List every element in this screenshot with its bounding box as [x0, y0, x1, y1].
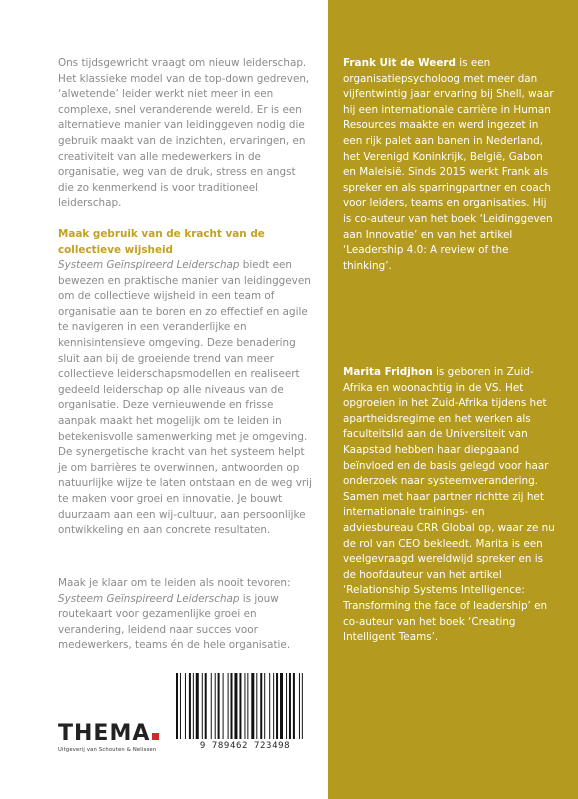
body-text: biedt een bewezen en praktische manier van leidinggeven om de collectieve wijsheid in een team of organisatie aan te boren en zo effectief en agile te navigeren in een veranderlijke en kennisintensieve omgeving. Deze benadering sluit aan bij de groeiende trend van meer collectieve leiderschapsmodellen en realiseert gedeeld leiderschap op alle niveaus van de organisatie. Deze vernieuwende en frisse aanpak maakt het mogelijk om te leiden in betekenisvolle samenwerking met je omgeving. De synergetische kracht van het systeem helpt je om barrières te overwinnen, antwoorden op natuurlijke wijze te laten ontstaan en de weg vrij te maken voor groei en innovatie. Je bouwt duurzaam aan een wij-cultuur, aan persoonlijke ontwikkeling en aan concrete resultaten. — [58, 259, 312, 537]
publisher-logo-wordmark: THEMA — [58, 721, 151, 746]
logo-dot-icon — [152, 733, 159, 740]
author1-text: is een organisatiepsycholoog met meer dan vijfentwintig jaar ervaring bij Shell, waar hij een internationale carrière in Human Resources maakte en werd ingezet in een rijk palet aan banen in Nederland, het Verenigd Koninkrijk, België, Gabon en Maleisië. Sinds 2015 werkt Frank als spreker en als sparringpartner en coach voor leiders, teams en organisaties. Hij is co-auteur van het boek ‘Leidinggeven aan Innovatie’ en van het artikel ‘Leadership 4.0: A review of the thinking’. — [343, 57, 554, 272]
author2-text: is geboren in Zuid-Afrika en woonachtig in de VS. Het opgroeien in het Zuid-Afrika tijdens het apartheidsregime en het werken als faculteitslid aan de Universiteit van Kaapstad hebben haar diepgaand beïnvloed en de basis gelegd voor haar onderzoek naar systeemverandering. Samen met haar partner richtte zij het internationale trainings- en adviesbureau CRR Global op, waar ze nu de rol van CEO bekleedt. Marita is een veelgevraagd wereldwijd spreker en is de hoofdauteur van het artikel ‘Relationship Systems Intelligence: Transforming the face of leadership’ en co-auteur van het boek ‘Creating Intelligent Teams’. — [343, 366, 555, 644]
closing-paragraph — [58, 576, 312, 654]
author1-name: Frank Uit de Weerd — [343, 57, 456, 69]
publisher-logo — [58, 722, 159, 753]
closing-lead: Maak je klaar om te leiden als nooit tevoren: — [58, 577, 291, 589]
intro-paragraph: Ons tijdsgewricht vraagt om nieuw leiderschap. Het klassieke model van de top-down gedreven, ‘alwetende’ leider werkt niet meer in een complexe, snel veranderende wereld. Er is een alternatieve manier van leidinggeven nodig die gebruik maakt van de inzichten, ervaringen, en creativiteit van alle medewerkers in de organisatie, weg van de druk, stress en angst die zo kenmerkend is voor traditioneel leiderschap. — [58, 57, 310, 210]
isbn-number: 9 789462 723498 — [199, 741, 291, 751]
body-paragraph — [58, 258, 312, 539]
barcode — [176, 673, 314, 739]
closing-text: is jouw routekaart voor gezamenlijke groei en verandering, leidend naar succes voor medewerkers, teams én de hele organisatie. — [58, 592, 291, 652]
author2-name: Marita Fridjhon — [343, 366, 433, 378]
closing-book-title: Systeem Geïnspireerd Leiderschap — [58, 592, 240, 605]
author2-bio — [343, 365, 558, 646]
book-title-inline: Systeem Geïnspireerd Leiderschap — [58, 259, 240, 271]
publisher-tagline: Uitgeverij van Schouten & Nelissen — [58, 747, 157, 753]
section-heading: Maak gebruik van de kracht van de collectieve wijsheid — [58, 228, 265, 256]
author1-bio — [343, 56, 558, 274]
